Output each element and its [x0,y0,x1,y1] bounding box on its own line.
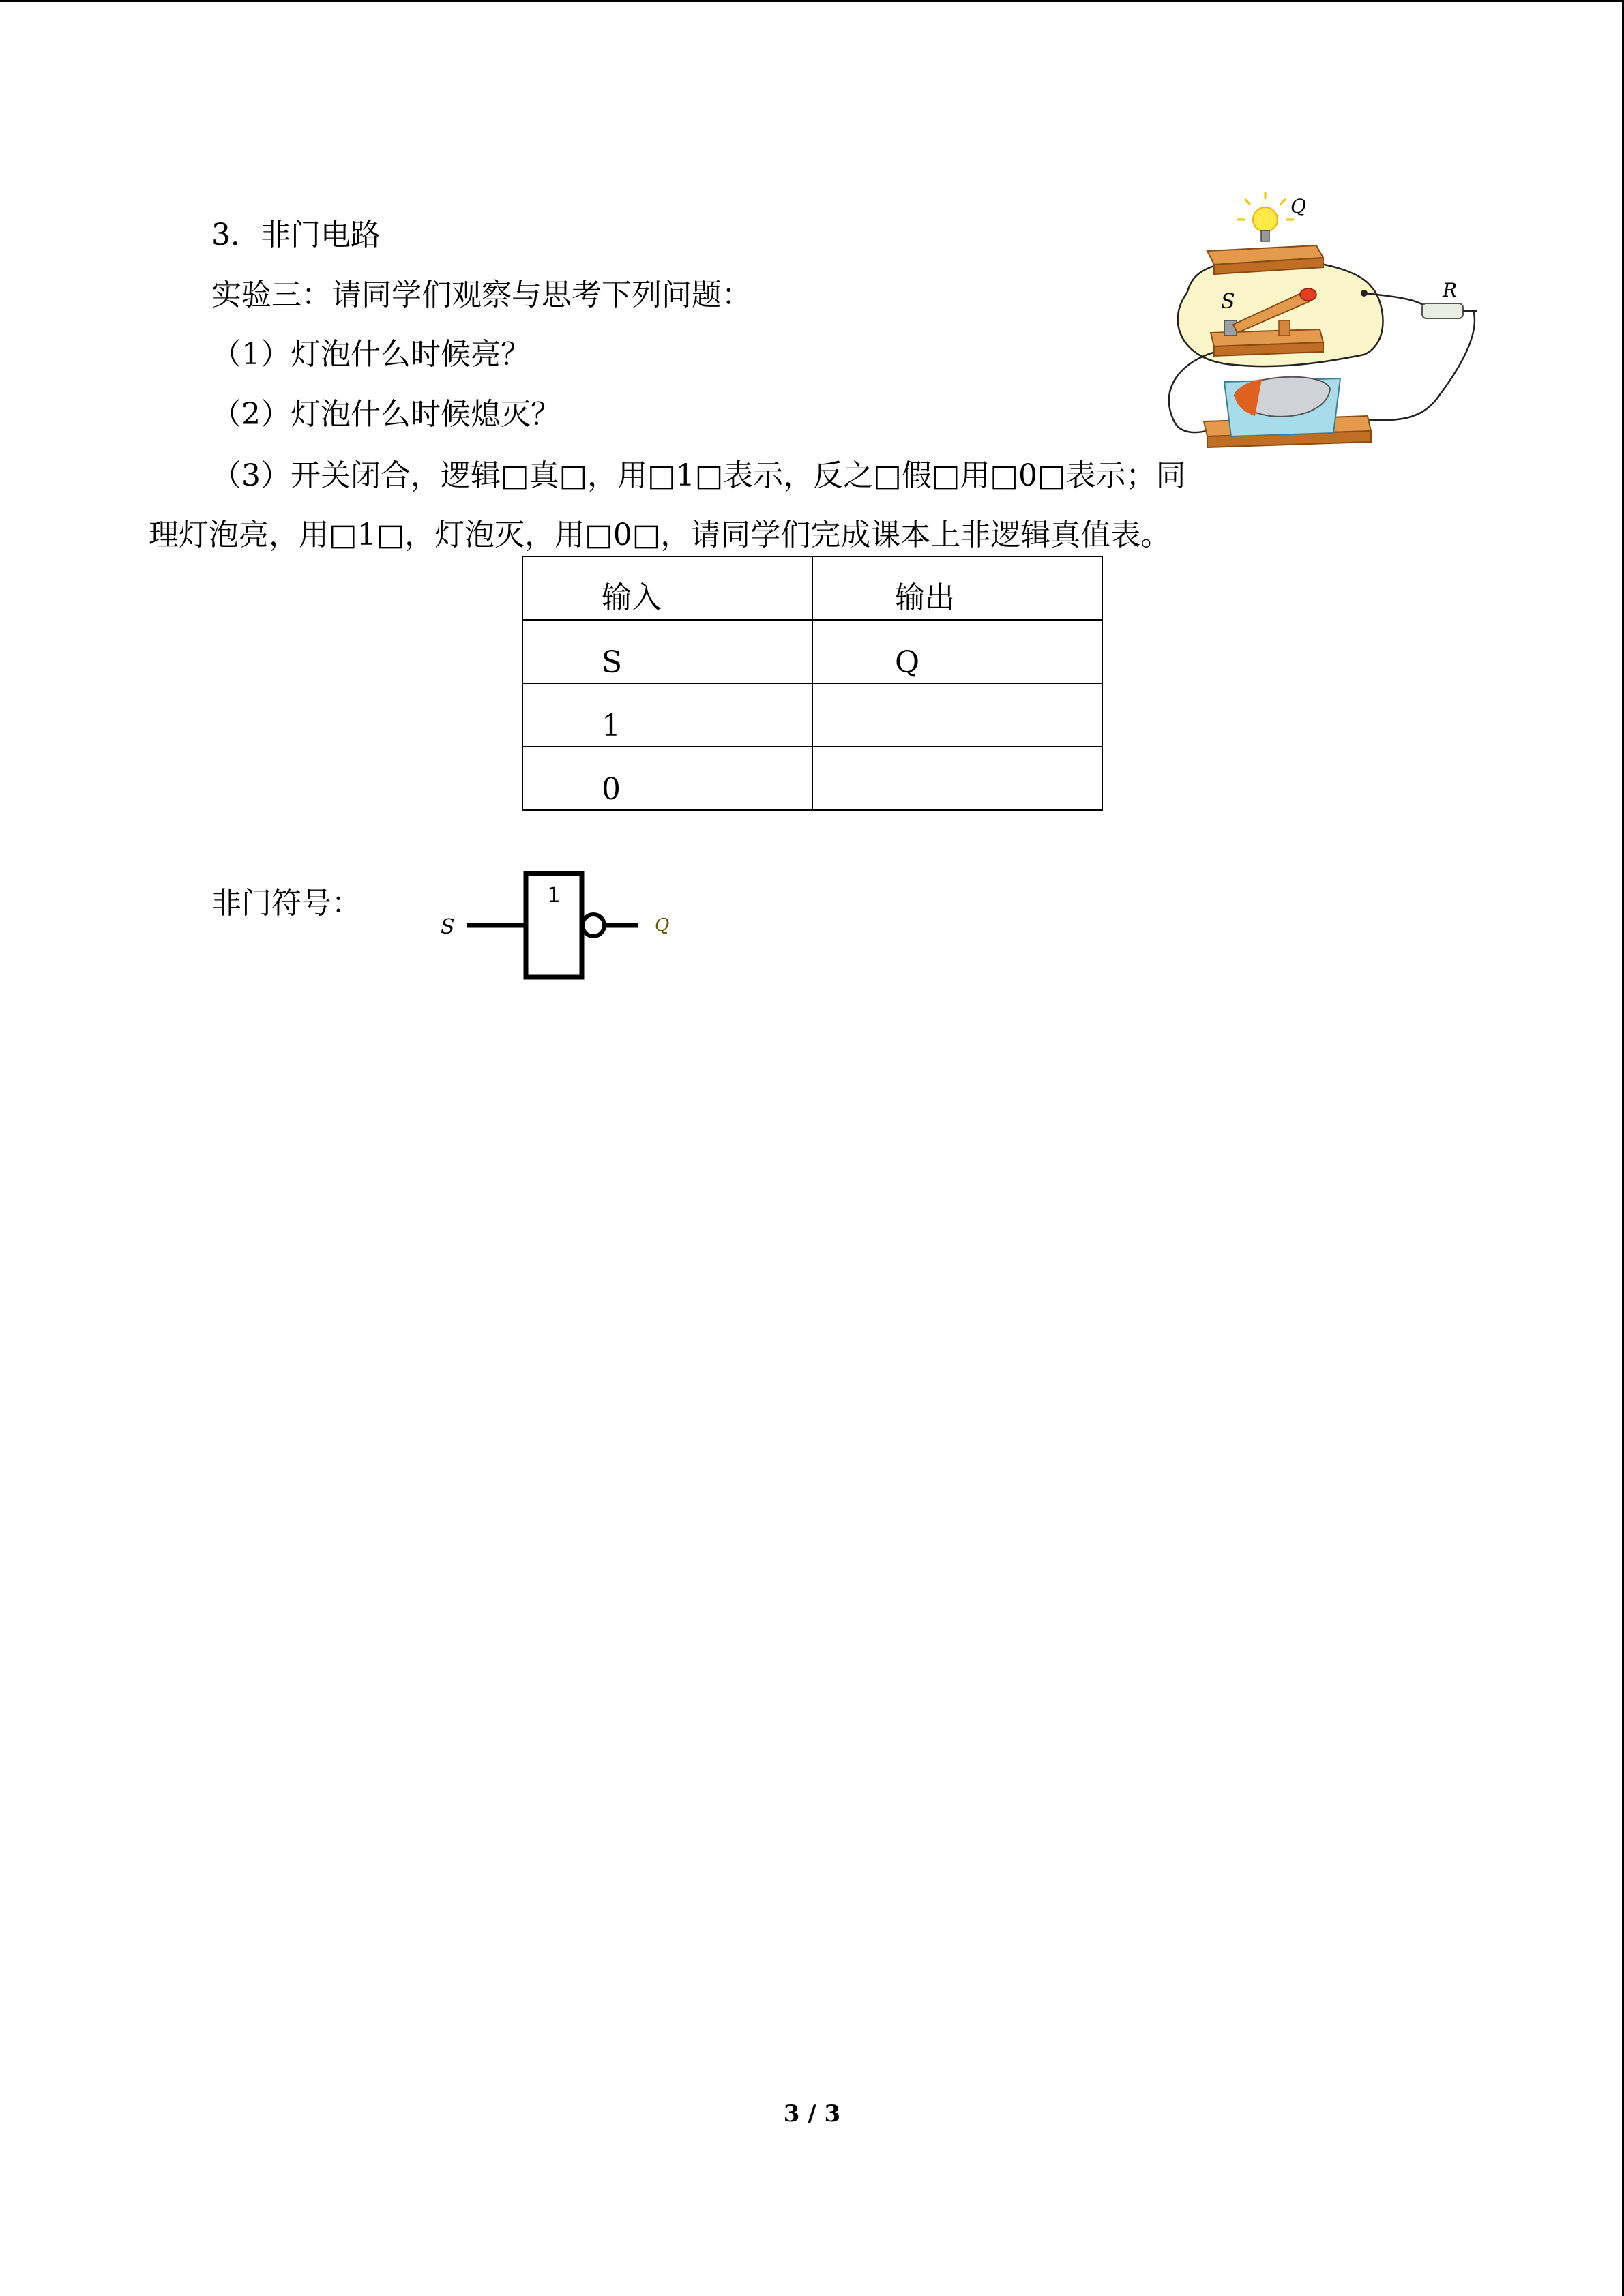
table-header-output: 输出 [812,556,1102,620]
not-gate-symbol [430,863,689,985]
table-cell [812,747,1102,810]
lamp-icon [1237,192,1294,241]
table-cell: S [522,620,812,683]
table-row [522,747,1102,810]
resistor-label: R [1443,279,1458,301]
page-top-border [0,0,1624,2]
gate-symbol-label: 非门符号： [211,886,361,921]
wire-left-loop [1169,351,1217,432]
question-3-line-2: 理灯泡亮，用□1□，灯泡灭，用□0□，请同学们完成课本上非逻辑真值表。 [149,518,1171,552]
table-cell: 1 [522,683,812,747]
table-header-row [522,556,1102,620]
gate-box-text: 1 [547,884,561,908]
page-number: 3 / 3 [783,2100,841,2128]
lamp-label: Q [1290,195,1306,218]
table-cell: Q [812,620,1102,683]
not-gate-circuit-illustration [1160,191,1487,464]
truth-table [522,556,1103,811]
junction-dot [1361,290,1368,297]
resistor-icon [1422,303,1477,318]
switch-label: S [1221,290,1235,314]
table-cell: 0 [522,747,812,810]
gate-output-label: Q [655,915,670,936]
gate-input-label: S [441,915,455,939]
table-header-input: 输入 [522,556,812,620]
section-heading: 3．非门电路 [211,218,381,252]
question-2: （2）灯泡什么时候熄灭？ [211,397,561,432]
question-1: （1）灯泡什么时候亮？ [211,337,531,372]
experiment-intro: 实验三：请同学们观察与思考下列问题： [211,278,752,312]
inverter-bubble [582,914,604,936]
table-subheader-row [522,620,1102,683]
question-3-line-1: （3）开关闭合，逻辑□真□，用□1□表示，反之□假□用□0□表示；同 [211,458,1186,493]
battery-icon [1204,377,1371,447]
table-cell [812,683,1102,747]
table-row [522,683,1102,747]
